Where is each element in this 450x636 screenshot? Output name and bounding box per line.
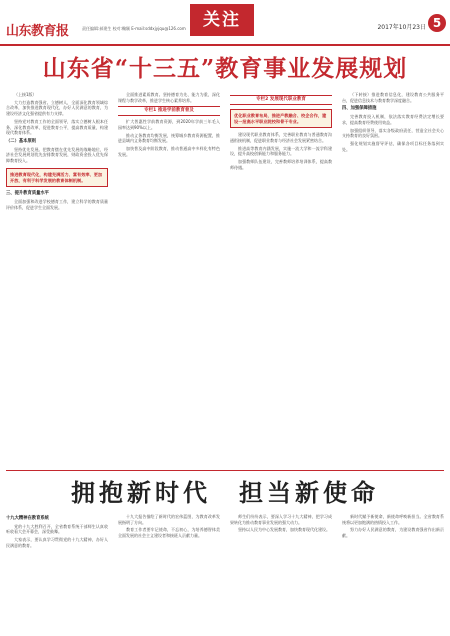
paragraph: 加强教师队伍建设，完善教师培养培训体系，提高教师待遇。 [230,159,332,170]
newspaper-logo: 山东教育报 [6,24,69,39]
paragraph: 推进高等教育内涵发展，实施一流大学和一流学科建设，提升高校创新能力和服务能力。 [230,145,332,157]
section-title: 关注 [203,10,241,30]
column-box-heading: 专栏2 发展现代职业教育 [230,95,332,105]
paragraph: 扩大普惠性学前教育资源，到2020年学前三年毛入园率达到90%以上。 [118,119,220,130]
section-divider [6,470,444,471]
article-column-2 [118,92,220,464]
article-column-3 [230,514,332,632]
paragraph: 党的十九大胜利召开，全省教育系统干部师生认真收听收看大会开幕会，深受鼓舞。 [6,523,108,535]
paragraph: 大力打造教育强省。立德树人，全面深化教育领域综合改革，加快推进教育现代化，办好人民满意的教育，为建设经济文化强省提供有力支撑。 [6,99,108,117]
article-column-2 [118,514,220,632]
paragraph: 强化规划实施督导评估，确保各项目标任务落到实处。 [342,140,444,152]
editor-contact: 责任编辑:郝建生 校对:鞠颖 E-mail:sddxjyjqu@126.com [82,26,186,31]
paragraph: 全面推进素质教育。坚持德育为先、能力为重，深化课程与教学改革，推进学生核心素养培养。 [118,92,220,103]
second-headline: 拥抱新时代 担当新使命 [71,478,379,507]
paragraph: 大家表示，要认真学习贯彻党的十九大精神，办好人民满意的教育。 [6,537,108,548]
paragraph: 加快普及高中阶段教育，推动普通高中多样化有特色发展。 [118,145,220,157]
subheading: 四、加强保障措施 [342,106,377,112]
issue-date: 2017年10月23日 [377,24,426,31]
paragraph: 完善教育投入机制，依法落实教育经费法定增长要求，提高教育经费使用效益。 [342,114,444,125]
subheading: （二）基本原则 [6,138,37,144]
paragraph: 坚持优先发展。把教育摆在优先发展的战略地位，经济社会发展规划优先安排教育发展，财政资金投入优先保障教育投入。 [6,146,108,164]
article-column-1 [6,514,108,632]
main-headline: 山东省“十三五”教育事业发展规划 [42,55,408,82]
paragraph: 师生们纷纷表示，要深入学习十九大精神，把学习成果转化为推动教育事业发展的强大动力。 [230,514,332,525]
article-column-4 [342,92,444,464]
paragraph: （下转接）推进教育信息化，建设教育公共服务平台，促进信息技术与教育教学深度融合。 [342,92,444,103]
highlight-box: 优化职业教育布局，推进产教融合、校企合作，建设一批高水平职业院校和骨干专业。 [230,109,332,129]
paragraph: 坚持以人民为中心发展教育，加快教育现代化建设。 [238,527,330,533]
page-number-badge: 5 [428,14,446,32]
article-column-4 [342,514,444,632]
paragraph: 全面加强和改进学校德育工作，建立科学的教育质量评价体系，促进学生全面发展。 [6,199,108,210]
paragraph: 努力办好人民满意的教育，为建设教育强省作出新贡献。 [342,527,444,539]
paragraph: 坚持党对教育工作的全面领导，落实立德树人根本任务，深化教育改革，促进教育公平，提高教育质量，构建现代教育体系。 [6,118,108,136]
subheading: 三、提升教育质量水平 [6,191,49,197]
column-box-heading: 专栏1 推进学前教育普及 [118,106,220,116]
paragraph: 推动义务教育均衡发展，统筹城乡教育资源配置，推进县域内义务教育均衡发展。 [118,132,220,144]
paragraph: 新时代赋予新使命，新使命呼唤新担当。全省教育系统将以更加饱满的热情投入工作。 [342,514,444,525]
second-article-body [6,514,444,632]
byline: 十九大精神在教育系统 [6,516,49,521]
highlight-box: 推进教育现代化，构建充满活力、富有效率、更加开放、有利于科学发展的教育体制机制。 [6,168,108,188]
paragraph: 十九大报告描绘了新时代的宏伟蓝图，为教育改革发展指明了方向。 [118,514,220,525]
paragraph: 建设现代职业教育体系，完善职业教育与普通教育沟通衔接机制，促进职业教育与经济社会发展紧密结合。 [230,132,332,143]
paragraph: 加强组织领导，落实各级政府责任，营造全社会关心支持教育的良好氛围。 [342,127,444,139]
article-column-3 [230,92,332,464]
article-column-1 [6,92,108,464]
main-article-body [6,92,444,464]
paragraph: 教育工作者要牢记使命，不忘初心，为培养德智体美全面发展的社会主义建设者和接班人贡献力量。 [118,527,220,539]
paragraph: （上接1版） [14,92,37,97]
